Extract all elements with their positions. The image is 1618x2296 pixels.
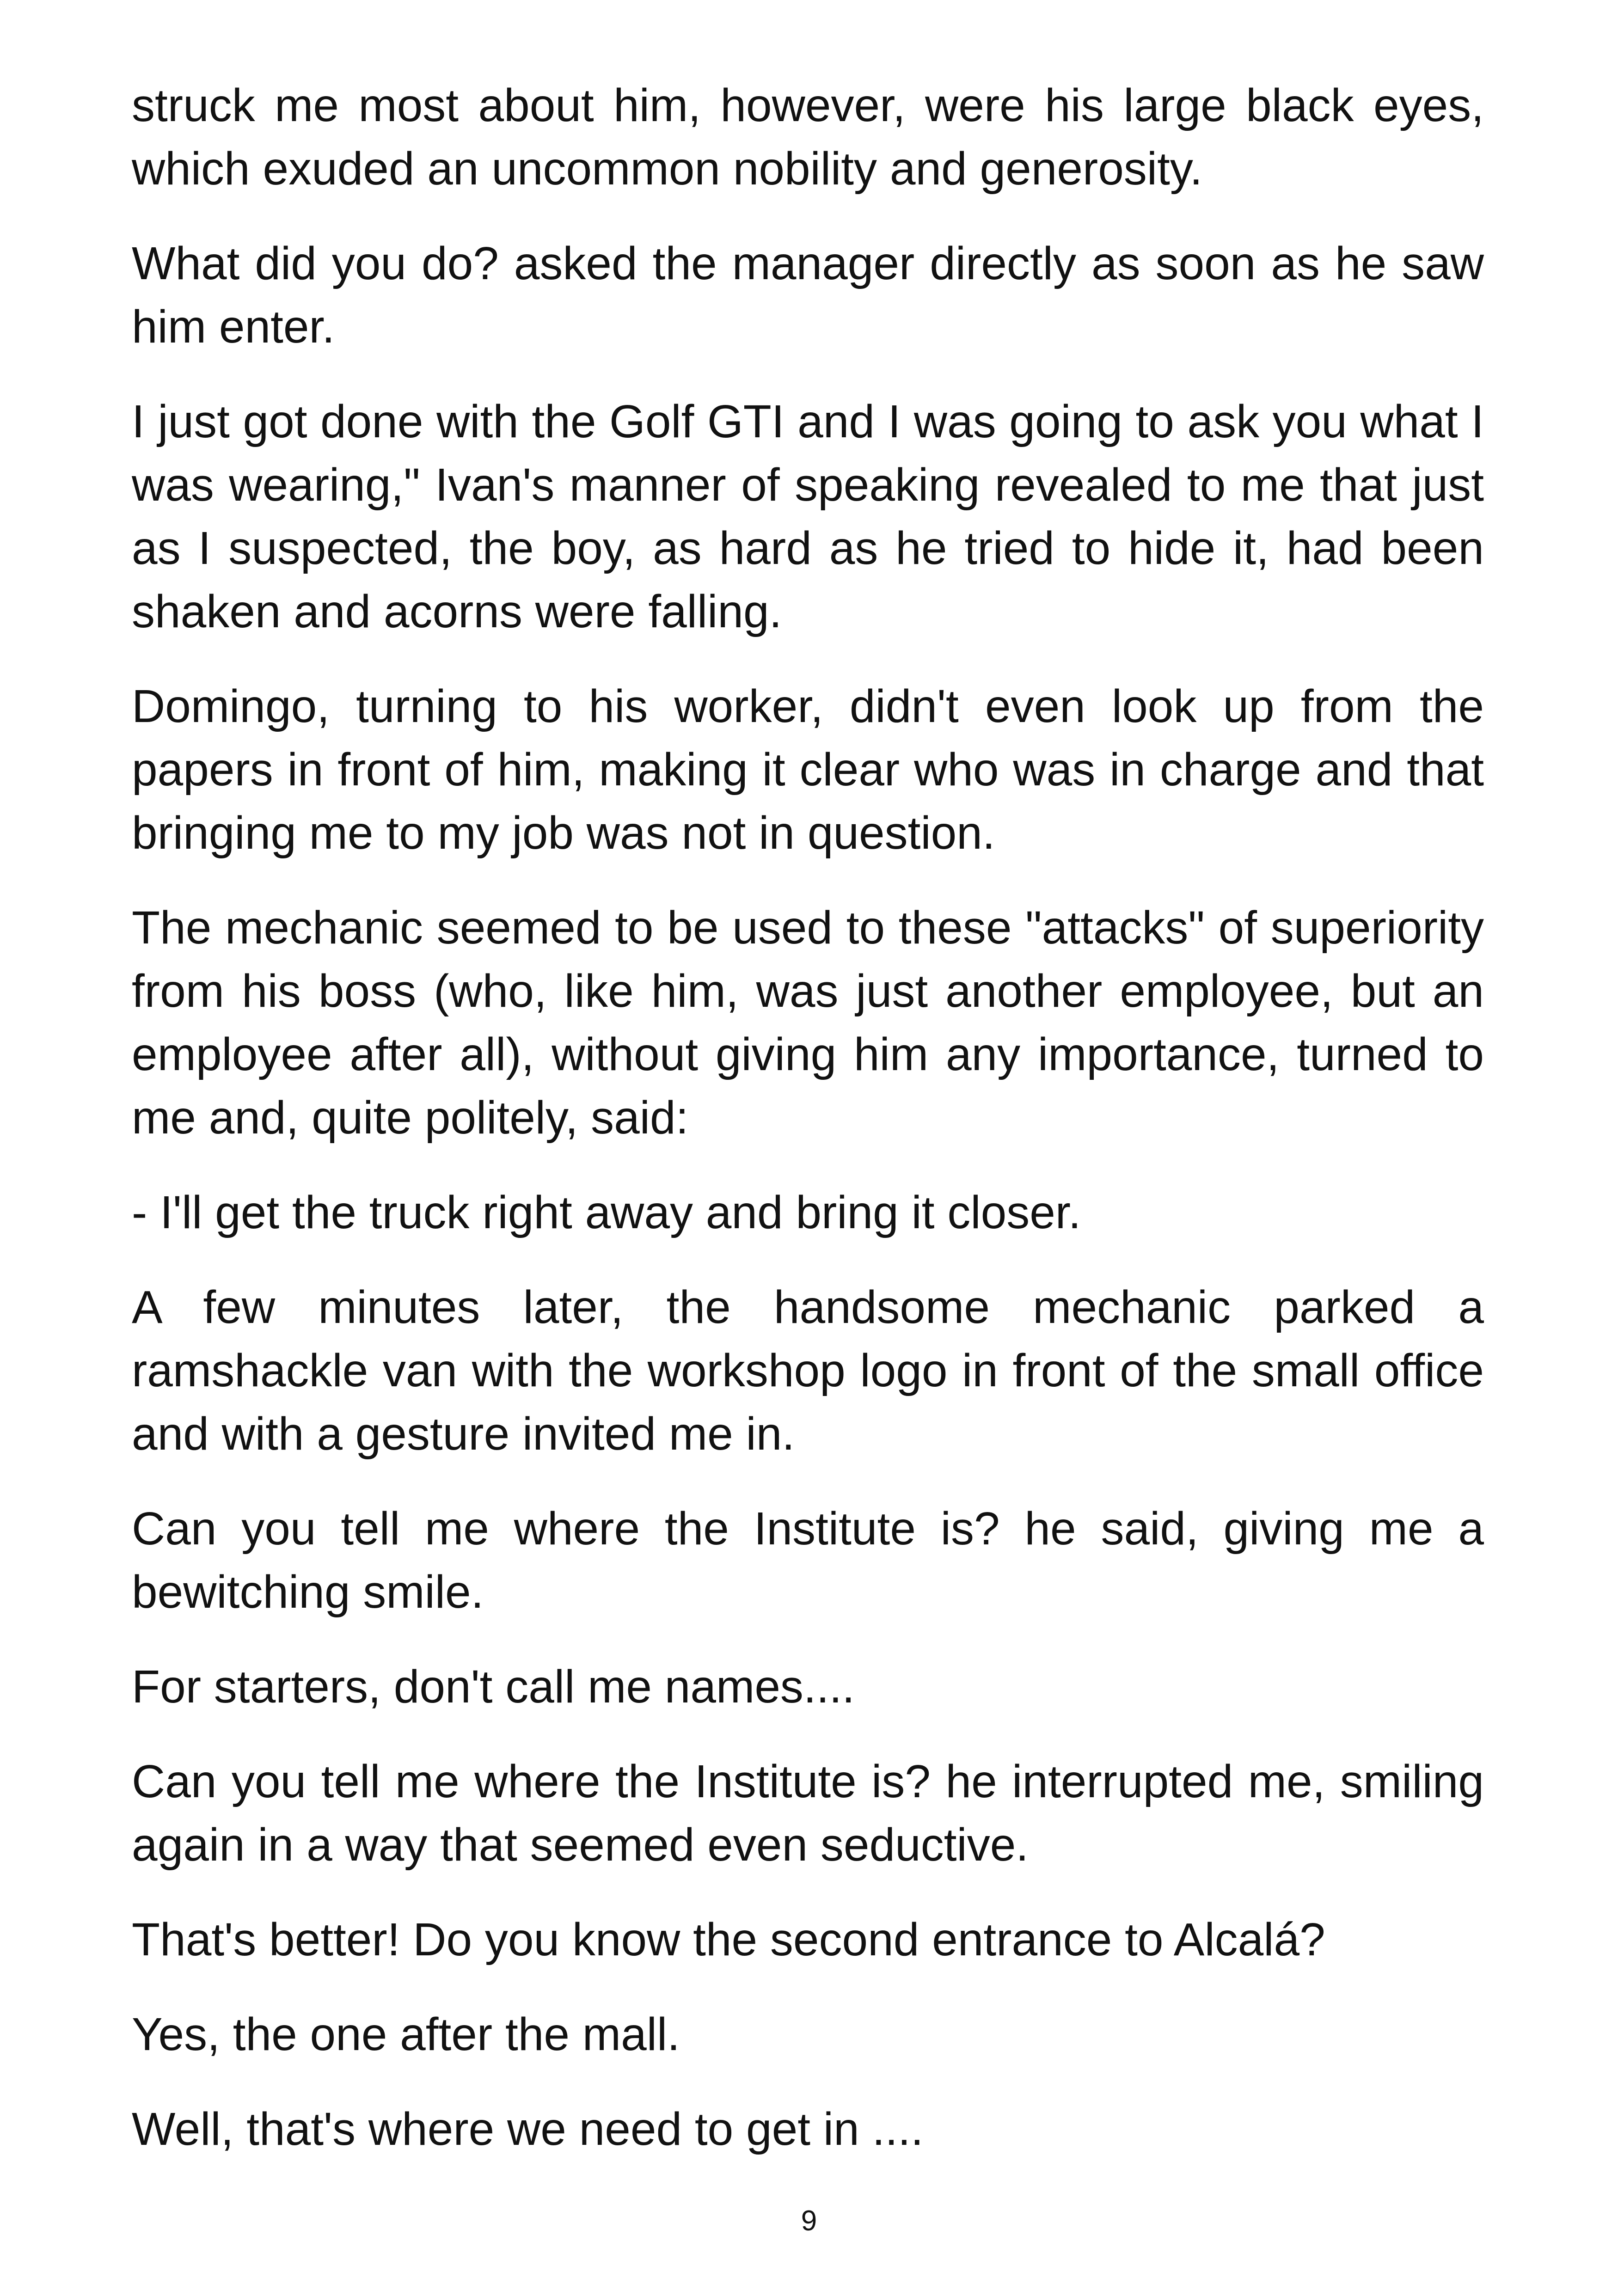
- paragraph: struck me most about him, however, were his large black eyes, which exuded an uncommon nobility and generosity.: [132, 80, 1484, 195]
- paragraph: I just got done with the Golf GTI and I was going to ask you what I was wearing," Ivan's manner of speaking revealed to me that just as I suspected, the boy, as hard as he tried to hide it, had been shaken and acorns were falling.: [132, 396, 1484, 637]
- paragraph: A few minutes later, the handsome mechanic parked a ramshackle van with the workshop logo in front of the small office and with a gesture invited me in.: [132, 1281, 1484, 1460]
- paragraph: Can you tell me where the Institute is? he said, giving me a bewitching smile.: [132, 1503, 1484, 1618]
- paragraph: Domingo, turning to his worker, didn't even look up from the papers in front of him, making it clear who was in charge and that bringing me to my job was not in question.: [132, 680, 1484, 859]
- paragraph: For starters, don't call me names....: [132, 1661, 855, 1713]
- body-text: [132, 74, 1484, 2192]
- paragraph: - I'll get the truck right away and bring it closer.: [132, 1187, 1081, 1238]
- paragraph: Well, that's where we need to get in ....: [132, 2103, 924, 2155]
- paragraph: Yes, the one after the mall.: [132, 2008, 680, 2060]
- paragraph: That's better! Do you know the second entrance to Alcalá?: [132, 1914, 1325, 1965]
- page-number: 9: [801, 2205, 817, 2237]
- paragraph: Can you tell me where the Institute is? he interrupted me, smiling again in a way that seemed even seductive.: [132, 1756, 1484, 1871]
- paragraph: What did you do? asked the manager directly as soon as he saw him enter.: [132, 238, 1484, 353]
- paragraph: The mechanic seemed to be used to these "attacks" of superiority from his boss (who, like him, was just another employee, but an employee after all), without giving him any importance, turned to me and, quite politely, said:: [132, 902, 1484, 1144]
